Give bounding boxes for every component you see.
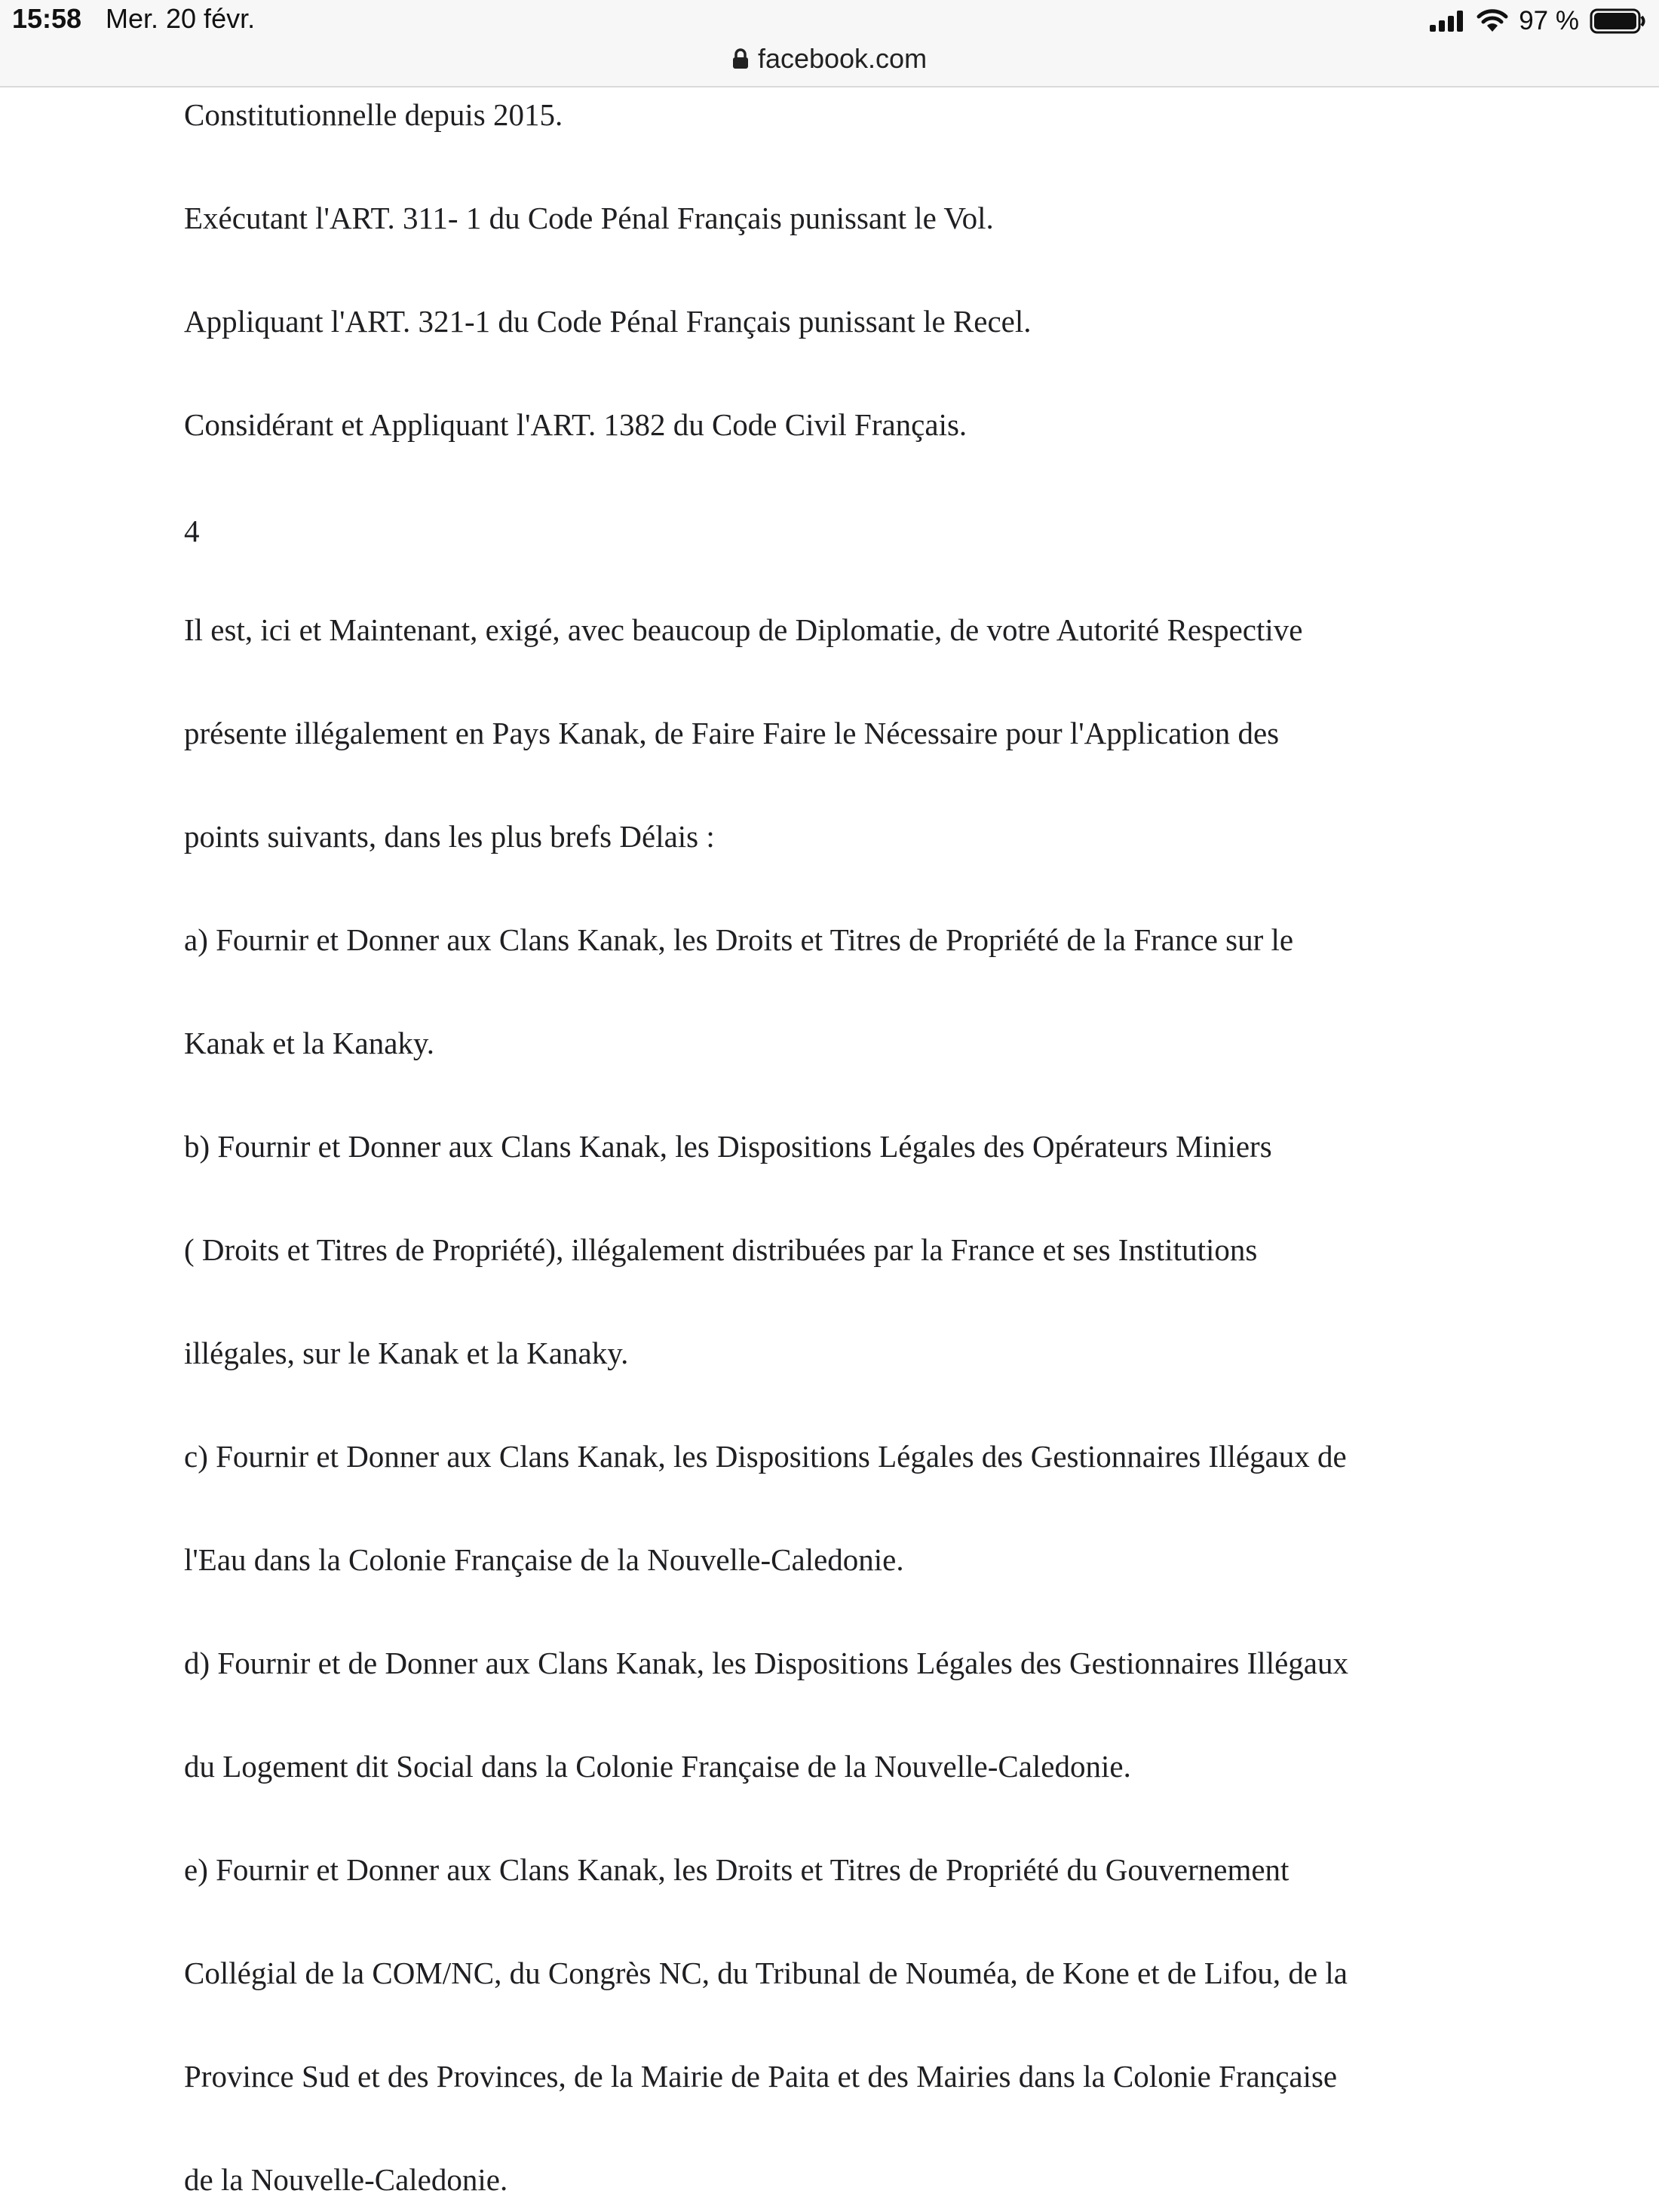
wifi-icon xyxy=(1477,9,1508,33)
document-line: ( Droits et Titres de Propriété), illégalement distribuées par la France et ses Institutions xyxy=(184,1232,1258,1267)
document-line: Constitutionnelle depuis 2015. xyxy=(184,97,563,132)
document-line: Province Sud et des Provinces, de la Mairie de Paita et des Mairies dans la Colonie Française xyxy=(184,2059,1338,2094)
document-line: c) Fournir et Donner aux Clans Kanak, les Dispositions Légales des Gestionnaires Illégaux de xyxy=(184,1439,1347,1474)
document-line: Collégial de la COM/NC, du Congrès NC, du Tribunal de Nouméa, de Kone et de Lifou, de la xyxy=(184,1956,1348,1990)
document-line: Considérant et Appliquant l'ART. 1382 du Code Civil Français. xyxy=(184,407,967,442)
battery-icon xyxy=(1590,8,1647,35)
document-line: présente illégalement en Pays Kanak, de Faire Faire le Nécessaire pour l'Application des xyxy=(184,716,1280,750)
status-right-group xyxy=(1428,5,1647,38)
document-line: Il est, ici et Maintenant, exigé, avec beaucoup de Diplomatie, de votre Autorité Respective xyxy=(184,612,1303,647)
document-line: Appliquant l'ART. 321-1 du Code Pénal Français punissant le Recel. xyxy=(184,304,1032,339)
document-line: e) Fournir et Donner aux Clans Kanak, les Droits et Titres de Propriété du Gouvernement xyxy=(184,1852,1289,1887)
page-number: 4 xyxy=(184,514,200,548)
document-line: Exécutant l'ART. 311- 1 du Code Pénal Français punissant le Vol. xyxy=(184,201,994,235)
document-line: d) Fournir et de Donner aux Clans Kanak, les Dispositions Légales des Gestionnaires Illégaux xyxy=(184,1646,1348,1680)
document-line: de la Nouvelle-Caledonie. xyxy=(184,2162,508,2197)
lock-icon xyxy=(732,48,749,69)
url-bar[interactable] xyxy=(0,41,1659,77)
document-line: illégales, sur le Kanak et la Kanaky. xyxy=(184,1336,629,1370)
document-line: du Logement dit Social dans la Colonie Française de la Nouvelle-Caledonie. xyxy=(184,1749,1131,1784)
document-line: l'Eau dans la Colonie Française de la Nouvelle-Caledonie. xyxy=(184,1542,904,1577)
status-date: Mer. 20 févr. xyxy=(106,3,256,34)
url-domain: facebook.com xyxy=(757,43,928,74)
document-line: b) Fournir et Donner aux Clans Kanak, les Dispositions Légales des Opérateurs Miniers xyxy=(184,1129,1272,1164)
status-bar xyxy=(0,0,1659,87)
signal-icon xyxy=(1428,10,1466,32)
document-line: points suivants, dans les plus brefs Délais : xyxy=(184,819,715,854)
battery-percentage: 97 % xyxy=(1519,6,1579,35)
document-line: a) Fournir et Donner aux Clans Kanak, les Droits et Titres de Propriété de la France sur le xyxy=(184,922,1294,957)
document-line: Kanak et la Kanaky. xyxy=(184,1026,435,1060)
status-time: 15:58 xyxy=(12,3,82,34)
